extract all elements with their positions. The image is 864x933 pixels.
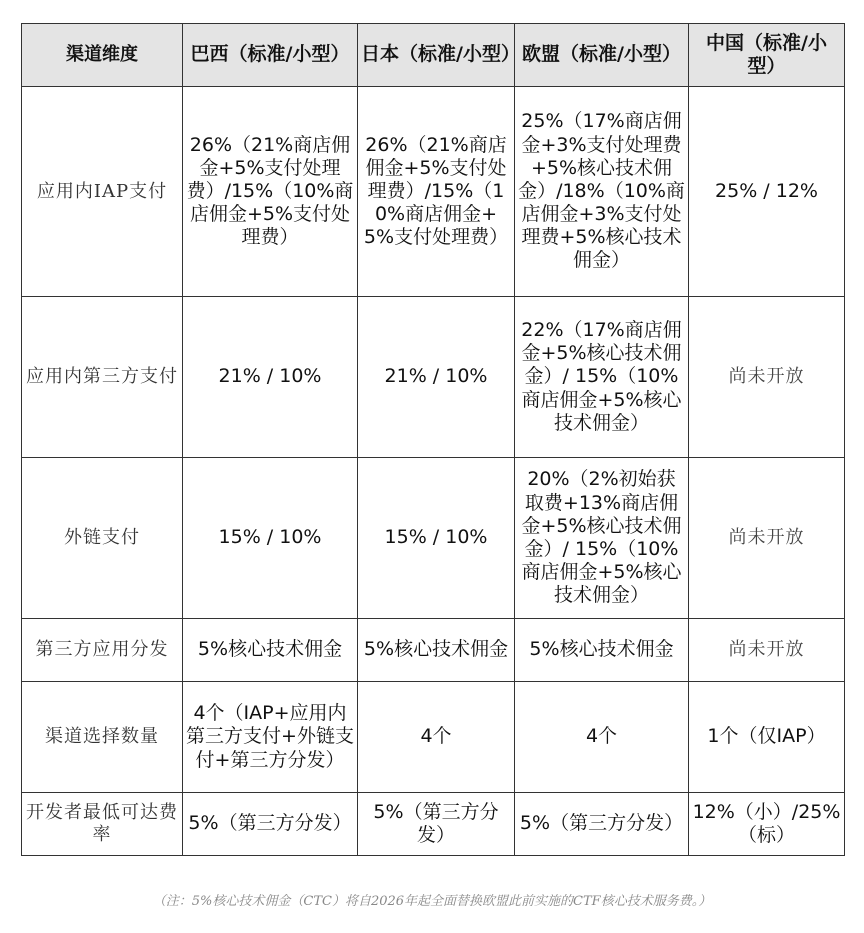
cell-min-eu: 5%（第三方分发） (515, 793, 689, 856)
cell-link-china: 尚未开放 (689, 458, 845, 619)
cell-tpp-japan: 21% / 10% (358, 297, 515, 458)
row-label-min-rate: 开发者最低可达费率 (22, 793, 183, 856)
row-label-third-party-payment: 应用内第三方支付 (22, 297, 183, 458)
header-row (22, 24, 845, 87)
cell-dist-japan: 5%核心技术佣金 (358, 619, 515, 682)
cell-count-china: 1个（仅IAP） (689, 682, 845, 793)
cell-link-eu: 20%（2%初始获取费+13%商店佣金+5%核心技术佣金）/ 15%（10%商店佣金+5%核心技术佣金） (515, 458, 689, 619)
header-japan: 日本（标准/小型） (358, 24, 515, 87)
cell-iap-eu: 25%（17%商店佣金+3%支付处理费+5%核心技术佣金）/18%（10%商店佣金+3%支付处理费+5%核心技术佣金） (515, 87, 689, 297)
cell-tpp-china: 尚未开放 (689, 297, 845, 458)
row-label-distribution: 第三方应用分发 (22, 619, 183, 682)
table-row-channel-count (22, 682, 845, 793)
row-label-channel-count: 渠道选择数量 (22, 682, 183, 793)
header-eu: 欧盟（标准/小型） (515, 24, 689, 87)
footnote: （注：5%核心技术佣金（CTC）将自2026年起全面替换欧盟此前实施的CTF核心技术服务费。） (152, 894, 712, 909)
cell-iap-brazil: 26%（21%商店佣金+5%支付处理费）/15%（10%商店佣金+5%支付处理费） (183, 87, 358, 297)
table-row-distribution (22, 619, 845, 682)
cell-dist-brazil: 5%核心技术佣金 (183, 619, 358, 682)
row-label-link-out: 外链支付 (22, 458, 183, 619)
commission-table (21, 23, 845, 856)
cell-link-japan: 15% / 10% (358, 458, 515, 619)
header-dimension: 渠道维度 (22, 24, 183, 87)
row-label-iap: 应用内IAP支付 (22, 87, 183, 297)
table-row-link-out (22, 458, 845, 619)
cell-min-china: 12%（小）/25%（标） (689, 793, 845, 856)
cell-min-brazil: 5%（第三方分发） (183, 793, 358, 856)
table-row-third-party-payment (22, 297, 845, 458)
header-china: 中国（标准/小型） (689, 24, 845, 87)
table-row-iap (22, 87, 845, 297)
cell-dist-china: 尚未开放 (689, 619, 845, 682)
cell-link-brazil: 15% / 10% (183, 458, 358, 619)
table-row-min-rate (22, 793, 845, 856)
cell-tpp-brazil: 21% / 10% (183, 297, 358, 458)
cell-iap-china: 25% / 12% (689, 87, 845, 297)
cell-iap-japan: 26%（21%商店佣金+5%支付处理费）/15%（10%商店佣金+5%支付处理费） (358, 87, 515, 297)
cell-count-japan: 4个 (358, 682, 515, 793)
cell-count-brazil: 4个（IAP+应用内第三方支付+外链支付+第三方分发） (183, 682, 358, 793)
cell-min-japan: 5%（第三方分发） (358, 793, 515, 856)
cell-tpp-eu: 22%（17%商店佣金+5%核心技术佣金）/ 15%（10%商店佣金+5%核心技术佣金） (515, 297, 689, 458)
header-brazil: 巴西（标准/小型） (183, 24, 358, 87)
cell-dist-eu: 5%核心技术佣金 (515, 619, 689, 682)
cell-count-eu: 4个 (515, 682, 689, 793)
